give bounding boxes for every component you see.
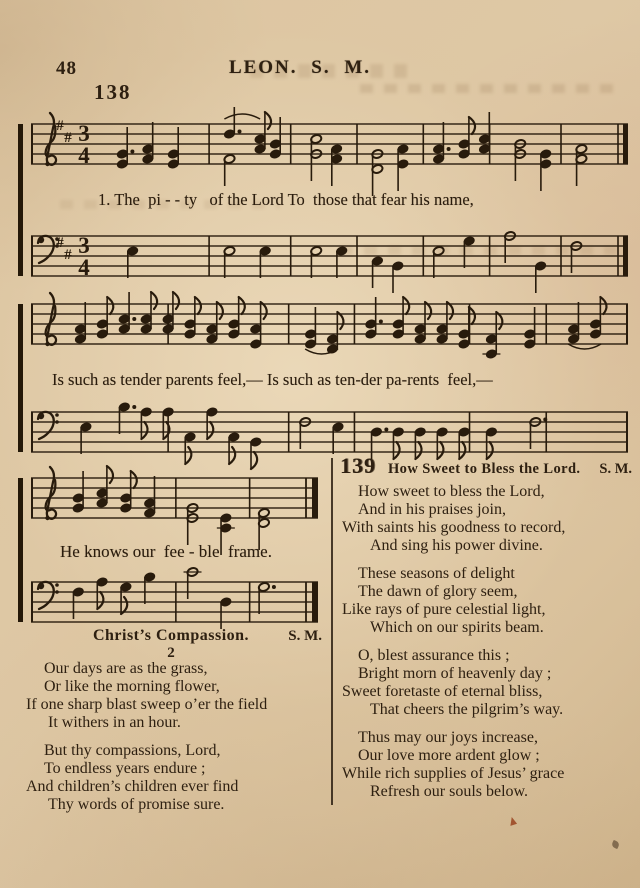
lyric-line: 1. The pi - - ty of the Lord To those that fear his name, [98, 190, 474, 209]
treble-clef-icon [45, 113, 56, 166]
treble-staff [26, 286, 630, 364]
bass-staff [26, 218, 630, 296]
verse-line: Or like the morning flower, [44, 678, 220, 695]
stanza-list [12, 660, 330, 814]
hymn-title: How Sweet to Bless the Lord. [388, 461, 581, 477]
eighth-flag [97, 592, 103, 609]
eighth-flag [173, 292, 179, 309]
verse-line: Like rays of pure celestial light, [342, 601, 546, 618]
verse-line: It withers in an hour. [48, 714, 181, 731]
augmentation-dot [130, 150, 134, 154]
hymn-number: 139 [340, 453, 376, 478]
hymn-text-left [12, 627, 330, 824]
stanza [12, 660, 330, 732]
verse-line: Refresh our souls below. [370, 783, 529, 800]
verse-line: And children’s children ever find [26, 778, 239, 795]
verse-line: Our love more ardent glow ; [358, 747, 540, 764]
bass-clef-icon [38, 582, 59, 609]
verse-line: These seasons of delight [358, 565, 515, 582]
music-system-3 [18, 460, 320, 642]
eighth-flag [469, 117, 475, 134]
treble-staff [26, 106, 630, 184]
time-sig-bottom: 4 [78, 143, 90, 168]
hymn-meter: S. M. [599, 461, 632, 477]
time-sig-top: 3 [78, 121, 90, 146]
sharp-sign: # [56, 235, 64, 251]
music-system-1 [18, 106, 622, 292]
augmentation-dot [238, 130, 242, 134]
treble-staff [26, 460, 320, 538]
verse-line: Which on our spirits beam. [370, 619, 544, 636]
verse-line: Thus may our joys increase, [358, 729, 538, 746]
ink-speck [611, 840, 620, 849]
stanza-list [340, 483, 636, 801]
eighth-flag [239, 297, 245, 314]
lyric-line: He knows our fee - ble frame. [60, 542, 272, 561]
eighth-flag [151, 292, 157, 309]
hymn-title: Christ’s Compassion. [92, 627, 250, 644]
tune-number: 138 [94, 80, 132, 104]
verse-line: But thy compassions, Lord, [44, 742, 221, 759]
stanza [340, 647, 636, 719]
eighth-flag [107, 466, 113, 483]
stanza [340, 483, 636, 555]
eighth-flag [141, 422, 147, 439]
eighth-flag [403, 297, 409, 314]
system-bracket [18, 124, 23, 276]
verse-line: With saints his goodness to record, [342, 519, 566, 536]
bass-clef-icon [38, 412, 59, 439]
verse-line: Thy words of promise sure. [48, 796, 225, 813]
verse-line: And in his praises join, [358, 501, 506, 518]
sharp-sign: # [64, 247, 72, 263]
page-number: 48 [56, 58, 77, 79]
augmentation-dot [379, 320, 383, 324]
eighth-flag [207, 422, 213, 439]
time-sig-top: 3 [78, 233, 90, 258]
verse-line: The dawn of glory seem, [358, 583, 518, 600]
stanza [340, 729, 636, 801]
verse-line: Our days are as the grass, [44, 660, 208, 677]
sharp-sign: # [56, 118, 64, 134]
page-title: LEON. S. M. [228, 57, 372, 78]
verse-line: If one sharp blast sweep o’er the field [26, 696, 268, 713]
verse-line: Sweet foretaste of eternal bliss, [342, 683, 543, 700]
slur [224, 114, 260, 119]
verse-line: O, blest assurance this ; [358, 647, 510, 664]
augmentation-dot [272, 585, 276, 589]
eighth-flag [265, 112, 271, 129]
verse-line: Bright morn of heavenly day ; [358, 665, 552, 682]
augmentation-dot [132, 405, 136, 409]
augmentation-dot [132, 317, 136, 321]
verse-line: How sweet to bless the Lord, [358, 483, 545, 500]
column-divider [331, 458, 333, 805]
verse-number: 2 [167, 645, 175, 661]
time-sig-bottom: 4 [78, 255, 90, 280]
hymn-text-right [340, 453, 636, 811]
music-system-2 [18, 286, 622, 472]
verse-line: That cheers the pilgrim’s way. [370, 701, 564, 718]
system-bracket [18, 478, 23, 622]
stanza [12, 742, 330, 814]
augmentation-dot [384, 428, 388, 432]
bleedthrough-smudge [360, 84, 620, 93]
augmentation-dot [447, 147, 451, 151]
hymn-meter: S. M. [288, 628, 322, 644]
augmentation-dot [543, 418, 547, 422]
treble-clef-icon [45, 467, 56, 520]
rust-speck [508, 816, 517, 826]
slur [568, 344, 601, 349]
lyric-line: Is such as tender parents feel,— Is such as ten-der pa-rents feel,— [52, 370, 493, 389]
eighth-flag [195, 297, 201, 314]
eighth-flag [107, 297, 113, 314]
sharp-sign: # [64, 130, 72, 146]
verse-line: To endless years endure ; [44, 760, 206, 777]
eighth-flag [131, 471, 137, 488]
system-bracket [18, 304, 23, 452]
eighth-flag [600, 297, 606, 314]
stanza [340, 565, 636, 637]
verse-line: And sing his power divine. [370, 537, 543, 554]
treble-clef-icon [45, 293, 56, 346]
verse-line: While rich supplies of Jesus’ grace [342, 765, 565, 782]
